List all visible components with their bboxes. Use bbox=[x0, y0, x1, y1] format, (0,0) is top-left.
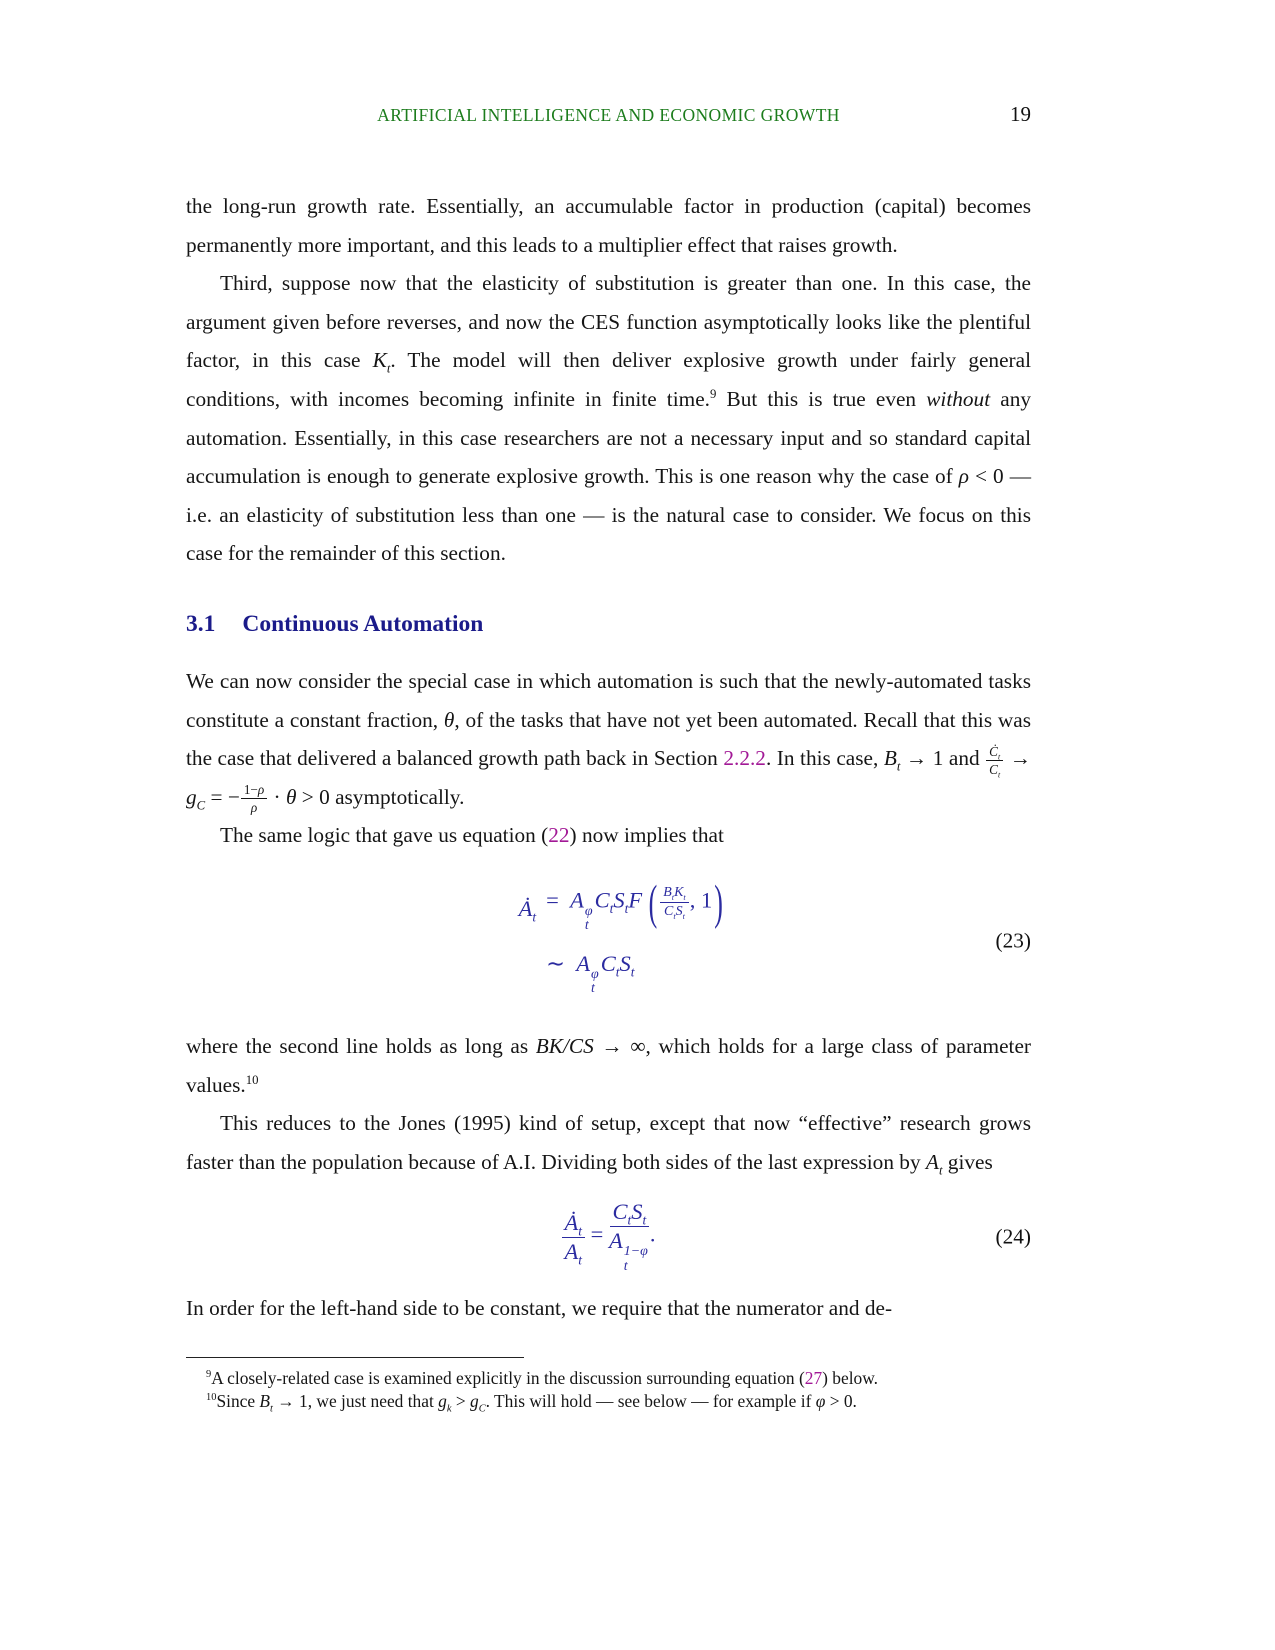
section-ref-2-2-2[interactable]: 2.2.2 bbox=[723, 746, 766, 771]
running-title: ARTIFICIAL INTELLIGENCE AND ECONOMIC GROWTH bbox=[377, 105, 840, 125]
paragraph-jones-setup: This reduces to the Jones (1995) kind of setup, except that now “effective” research grows faster than the population because of A.I. Dividing both sides of the last expression by $A_t$ gives bbox=[186, 1111, 1031, 1178]
footnote-9: $^9$A closely-related case is examined explicitly in the discussion surrounding equation (27) below. bbox=[206, 1368, 879, 1389]
paragraph-continuous-automation-intro: We can now consider the special case in which automation is such that the newly-automated tasks constitute a constant fraction, θ, of the tasks that have not yet been automated. Recall that this was the case that delivered a balanced growth path back in Section 2.2.2. In this case, $B_t \to 1$ and $\frac{Ċ_t}{C_t}$ → $g_C$ = − $\frac{1-\rho}{\rho}$ · θ > 0 asymptotically. bbox=[186, 668, 1032, 816]
equation-24 bbox=[186, 1199, 1031, 1274]
section-heading-3-1 bbox=[186, 611, 1031, 638]
equation-23-line1: = A φ t $C_tS_tF$ ( $B_tK_t$ $C_tS_t$ , 1) bbox=[546, 874, 723, 934]
section-title: Continuous Automation bbox=[242, 610, 484, 637]
page-number: 19 bbox=[1010, 102, 1031, 126]
page-header bbox=[186, 102, 1031, 133]
paragraph-second-line-holds: where the second line holds as long as BK/CS → ∞, which holds for a large class of parameter values.$^{10}$ bbox=[186, 1034, 1031, 1097]
paragraph-elasticity-third: Third, suppose now that the elasticity of substitution is greater than one. In this case, the argument given before reverses, and now the CES function asymptotically looks like the plentiful factor, in this case $K_t$. The model will then deliver explosive growth under fairly general conditions, with incomes becoming infinite in finite time.$^9$ But this is true even without any automation. Essentially, in this case researchers are not a necessary input and so standard capital accumulation is enough to generate explosive growth. This is one reason why the case of ρ < 0 — i.e. an elasticity of substitution less than one — is the natural case to consider. We focus on this case for the remainder of this section. bbox=[186, 271, 1032, 566]
equation-ref-22[interactable]: 22 bbox=[548, 823, 570, 848]
equation-24-number: (24) bbox=[995, 1224, 1031, 1249]
paragraph-longrun-growth: the long-run growth rate. Essentially, an accumulable factor in production (capital) becomes permanently more important, and this leads to a multiplier effect that raises growth. bbox=[186, 194, 1031, 257]
equation-23-line2: ∼ A φ t $C_tS_t$ bbox=[546, 950, 635, 997]
equation-23 bbox=[186, 874, 1031, 997]
equation-24-math: $\frac{Ȧ_t}{A_t}$ = $C_tS_t$ A 1−φ t . bbox=[562, 1199, 656, 1274]
footnote-rule bbox=[186, 1357, 524, 1358]
paragraph-same-logic: The same logic that gave us equation (22) now implies that bbox=[220, 823, 724, 848]
equation-ref-27[interactable]: 27 bbox=[804, 1368, 823, 1389]
footnotes-block bbox=[186, 1357, 1031, 1413]
section-number: 3.1 bbox=[186, 610, 216, 637]
equation-23-lhs: $Ȧ_t$ bbox=[518, 896, 537, 925]
paragraph-lhs-constant: In order for the left-hand side to be constant, we require that the numerator and de- bbox=[186, 1295, 893, 1320]
equation-23-math bbox=[492, 874, 725, 997]
equation-23-number: (23) bbox=[995, 928, 1031, 953]
footnote-10: $^{10}$Since $B_t \to 1$, we just need that $g_k > g_C$. This will hold — see below — for example if φ > 0. bbox=[206, 1391, 857, 1415]
